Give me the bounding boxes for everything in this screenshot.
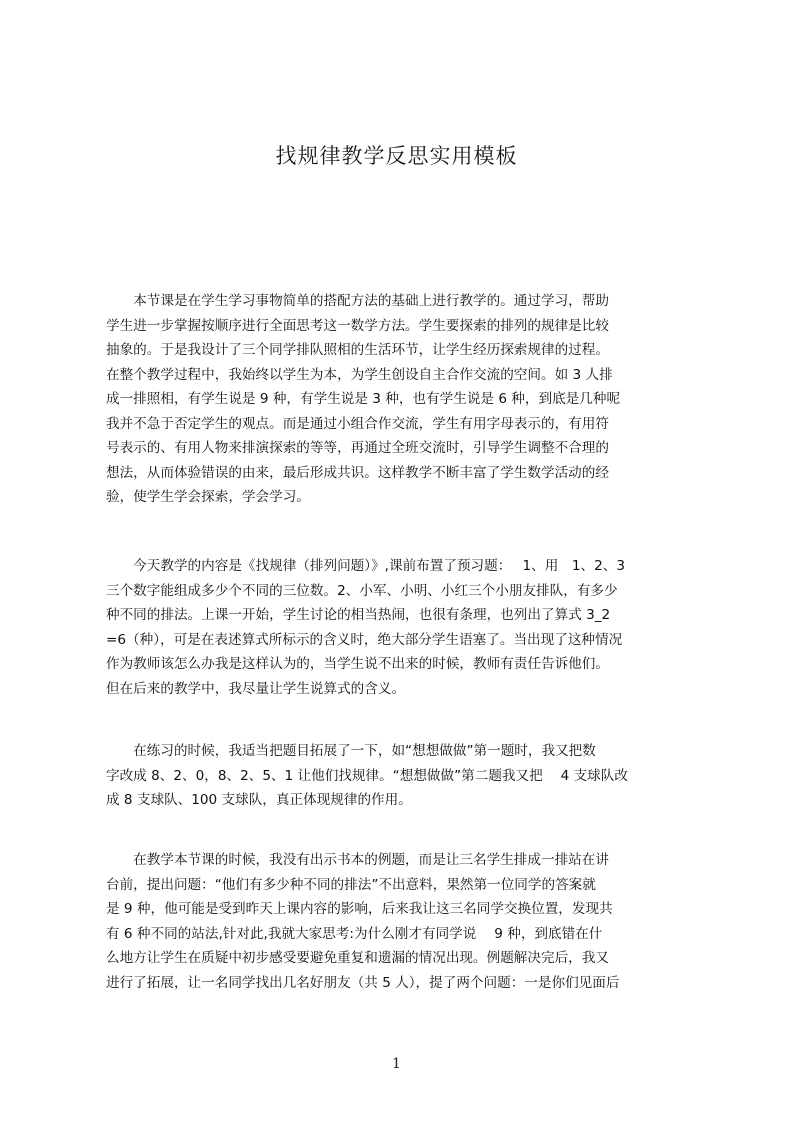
text-line: 在整个教学过程中，我始终以学生为本，为学生创设自主合作交流的空间。如 3 人排	[106, 366, 613, 383]
text-line: 三个数字能组成多少个不同的三位数。2、小军、小明、小红三个小朋友排队，有多少	[106, 582, 618, 599]
text-line: 成 8 支球队、100 支球队，真正体现规律的作用。	[106, 792, 412, 808]
text-line: 成一排照相，有学生说是 9 种，有学生说是 3 种，也有学生说是 6 种，到底是几种呢	[106, 391, 621, 407]
text-line: 学生进一步掌握按顺序进行全面思考这一数学方法。学生要探索的排列的规律是比较	[106, 317, 609, 334]
text-line: 想法，从而体验错误的由来，最后形成共识。这样教学不断丰富了学生数学活动的经	[106, 464, 609, 481]
paragraph-4	[106, 848, 698, 995]
text-line: 但在后来的教学中，我尽量让学生说算式的含义。	[106, 680, 406, 697]
text-line: 号表示的、有用人物来排演探索的等等，再通过全班交流时，引导学生调整不合理的	[106, 440, 609, 456]
text-line: 今天教学的内容是《找规律（排列问题）》,课前布置了预习题： 1、用 1、2、3	[106, 558, 626, 574]
text-line: 字改成 8、2、0，8、2、5、1 让他们找规律。“想想做做”第二题我又把 4 支球队改	[106, 767, 628, 784]
paragraph-1	[106, 289, 698, 510]
text-line: 是 9 种，他可能是受到昨天上课内容的影响，后来我让这三名同学交换位置，发现共	[106, 901, 613, 917]
text-line: 抽象的。于是我设计了三个同学排队照相的生活环节，让学生经历探索规律的过程。	[106, 342, 609, 358]
text-line: 进行了拓展，让一名同学找出几名好朋友（共 5 人），提了两个问题：一是你们见面后	[106, 974, 620, 991]
text-line: 我并不急于否定学生的观点。而是通过小组合作交流，学生有用字母表示的，有用符	[106, 415, 609, 432]
text-line: 作为教师该怎么办我是这样认为的，当学生说不出来的时候，教师有责任告诉他们。	[106, 656, 609, 672]
paragraph-3	[106, 739, 698, 813]
page-number: 1	[392, 1056, 401, 1072]
text-line: 有 6 种不同的站法,针对此,我就大家思考:为什么刚才有同学说 9 种，到底错在什	[106, 925, 603, 942]
text-line: =6（种），可是在表述算式所标示的含义时，绝大部分学生语塞了。当出现了这种情况	[106, 631, 623, 648]
document-title: 找规律教学反思实用模板	[275, 144, 518, 168]
text-line: 台前，提出问题：“他们有多少种不同的排法”不出意料，果然第一位同学的答案就	[106, 876, 596, 893]
text-line: 验，使学生学会探索，学会学习。	[106, 489, 310, 505]
text-line: 本节课是在学生学习事物简单的搭配方法的基础上进行教学的。通过学习，帮助	[106, 293, 609, 309]
paragraph-2	[106, 554, 698, 701]
text-line: 种不同的排法。上课一开始，学生讨论的相当热闹，也很有条理，也列出了算式 3_2	[106, 607, 611, 623]
text-line: 在练习的时候，我适当把题目拓展了一下，如“想想做做”第一题时，我又把数	[106, 743, 596, 759]
text-line: 么地方让学生在质疑中初步感受要避免重复和遗漏的情况出现。例题解决完后，我又	[106, 950, 609, 966]
text-line: 在教学本节课的时候，我没有出示书本的例题，而是让三名学生排成一排站在讲	[106, 852, 609, 868]
